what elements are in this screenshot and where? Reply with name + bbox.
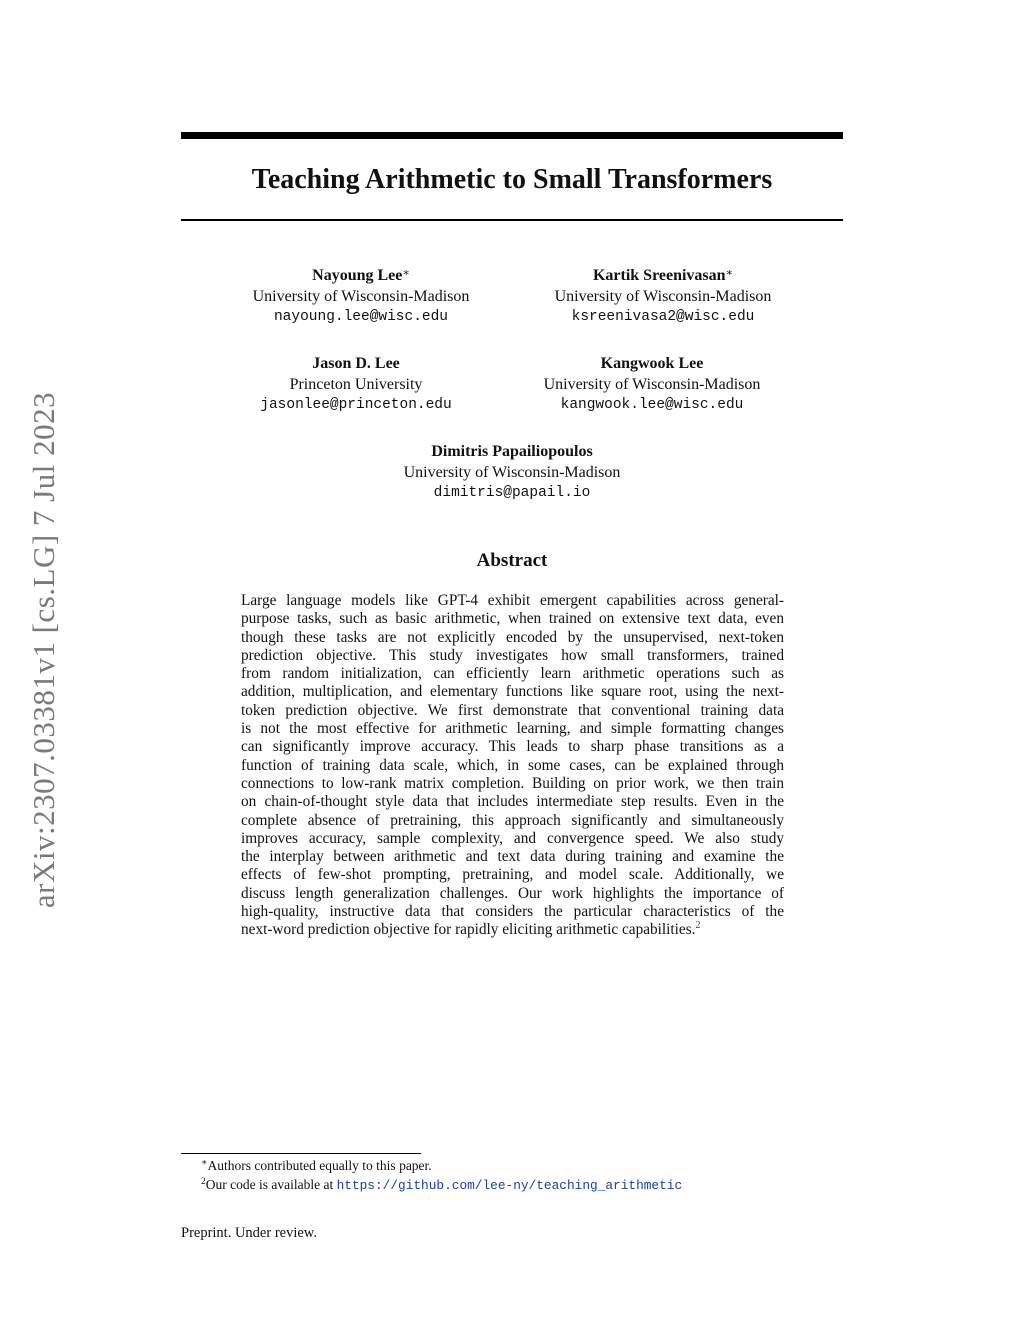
abstract-line: high-quality, instructive data that considers the particular characteristics of the: [241, 903, 784, 921]
title-top-rule: [181, 132, 843, 139]
abstract-line: is not the most effective for arithmetic learning, and simple formatting changes: [241, 720, 784, 738]
preprint-notice: Preprint. Under review.: [181, 1225, 317, 1241]
abstract-line: addition, multiplication, and elementary functions like square root, using the next-: [241, 683, 784, 701]
abstract-line: prediction objective. This study investigates how small transformers, trained: [241, 646, 784, 664]
author-name: Kangwook Lee: [600, 355, 704, 372]
abstract-line: though these tasks are not explicitly encoded by the unsupervised, next-token: [241, 628, 784, 646]
abstract-line: function of training data scale, which, in some cases, can be explained through: [241, 756, 784, 774]
abstract-line: effects of few-shot prompting, pretraining, and model scale. Additionally, we: [241, 866, 784, 884]
author-name: Dimitris Papailiopoulos: [431, 443, 593, 460]
author-email[interactable]: jasonlee@princeton.edu: [260, 397, 452, 413]
author-email[interactable]: ksreenivasa2@wisc.edu: [571, 309, 755, 325]
footnote-mark: 2: [201, 1177, 206, 1187]
author-email[interactable]: dimitris@papail.io: [433, 485, 591, 501]
footnote-mark: ∗: [201, 1158, 208, 1168]
footnote-reference-link[interactable]: 2: [695, 920, 701, 932]
abstract-line: complete absence of pretraining, this approach significantly and simultaneously: [241, 811, 784, 829]
footnote-equal-contribution: [201, 1157, 432, 1175]
abstract-line: discuss length generalization challenges. Our work highlights the importance of: [241, 884, 784, 902]
footnote-text: Our code is available at: [205, 1177, 337, 1192]
abstract-line: on chain-of-thought style data that includes intermediate step results. Even in the: [241, 793, 784, 811]
abstract-line: Large language models like GPT-4 exhibit emergent capabilities across general-: [241, 592, 784, 609]
author-affiliation: University of Wisconsin-Madison: [554, 287, 772, 305]
author-block-kartik-sreenivasan: [503, 266, 823, 328]
author-block-kangwook-lee: [492, 354, 812, 416]
abstract-body: [241, 592, 784, 940]
author-email[interactable]: kangwook.lee@wisc.edu: [560, 397, 744, 413]
abstract-line: can significantly improve accuracy. This leads to sharp phase transitions as a: [241, 738, 784, 756]
author-affiliation: University of Wisconsin-Madison: [252, 287, 470, 305]
abstract-line: token prediction objective. We first demonstrate that conventional training data: [241, 701, 784, 719]
author-block-nayoung-lee: [201, 266, 521, 328]
abstract-line: from random initialization, can efficiently learn arithmetic operations such as: [241, 665, 784, 683]
author-affiliation: University of Wisconsin-Madison: [403, 463, 621, 481]
footnote-rule: [181, 1153, 421, 1154]
footnote-text: Authors contributed equally to this paper.: [207, 1158, 432, 1173]
author-block-jason-lee: [196, 354, 516, 416]
equal-contribution-mark: ∗: [402, 267, 410, 279]
abstract-last-line: next-word prediction objective for rapidly eliciting arithmetic capabilities.$^2$: [241, 920, 701, 939]
abstract-line: purpose tasks, such as basic arithmetic, when trained on extensive text data, even: [241, 610, 784, 628]
footnote-code-availability: [201, 1176, 682, 1195]
abstract-line: improves accuracy, sample complexity, and convergence speed. We also study: [241, 829, 784, 847]
paper-title: Teaching Arithmetic to Small Transformers: [251, 164, 773, 195]
code-repository-link[interactable]: https://github.com/lee-ny/teaching_arithmetic: [336, 1178, 683, 1193]
abstract-line: connections to low-rank matrix completion. Building on prior work, we then train: [241, 774, 784, 792]
author-block-dimitris-papailiopoulos: [352, 442, 672, 504]
author-affiliation: Princeton University: [289, 375, 423, 393]
author-name: Nayoung Lee∗: [312, 267, 410, 284]
author-affiliation: University of Wisconsin-Madison: [543, 375, 761, 393]
author-name: Kartik Sreenivasan∗: [592, 267, 734, 284]
equal-contribution-mark: ∗: [725, 267, 734, 279]
author-name: Jason D. Lee: [312, 355, 400, 372]
arxiv-identifier-stamp: arXiv:2307.03381v1 [cs.LG] 7 Jul 2023: [26, 391, 61, 909]
abstract-heading: Abstract: [476, 550, 548, 571]
abstract-line: the interplay between arithmetic and text data during training and examine the: [241, 848, 784, 866]
title-bottom-rule: [181, 219, 843, 221]
author-email[interactable]: nayoung.lee@wisc.edu: [273, 309, 449, 325]
